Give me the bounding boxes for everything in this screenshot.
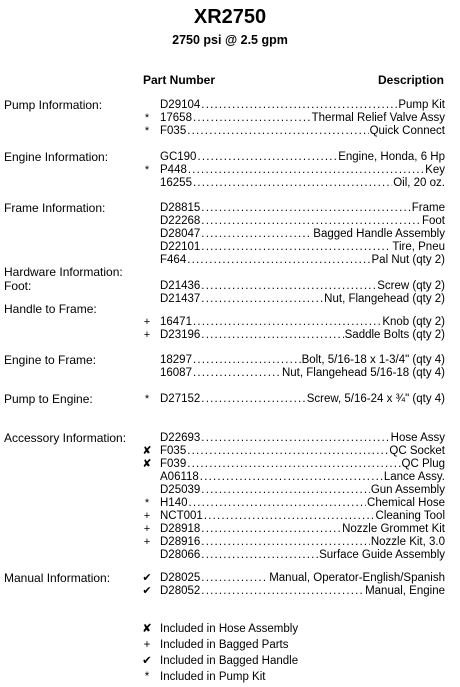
part-description: Saddle Bolts (qty 2): [344, 329, 445, 341]
part-description: Nut, Flangehead (qty 2): [324, 293, 445, 305]
marker-symbol: +: [143, 536, 151, 548]
leader-dots: [201, 98, 397, 112]
part-description: Cleaning Tool: [375, 510, 445, 522]
section-label: Engine Information:: [4, 150, 109, 164]
part-number: D28047: [160, 228, 201, 240]
part-number: D28916: [160, 536, 201, 548]
section-label: Foot:: [4, 279, 32, 293]
part-number: A06118: [160, 471, 199, 483]
legend-text: Included in Hose Assembly: [160, 623, 299, 635]
leader-dots: [193, 176, 392, 190]
part-description: Chemical Hose: [367, 497, 445, 509]
part-number: GC190: [160, 151, 197, 163]
part-number: D21436: [160, 280, 201, 292]
marker-symbol: +: [143, 510, 151, 522]
part-number: F464: [160, 254, 187, 266]
leader-dots: [201, 584, 364, 598]
part-row: [0, 214, 460, 228]
leader-dots: [187, 253, 370, 267]
marker-symbol: +: [143, 316, 151, 328]
part-description: Hose Assy: [390, 432, 445, 444]
marker-symbol: ✘: [142, 445, 152, 457]
part-number-header: Part Number: [143, 73, 216, 87]
leader-dots: [201, 279, 376, 293]
legend-item: [0, 654, 460, 669]
part-number: D28052: [160, 585, 201, 597]
part-description: Pump Kit: [398, 99, 445, 111]
part-number: 16087: [160, 367, 192, 379]
part-row: [0, 201, 460, 215]
part-description: Surface Guide Assembly: [319, 549, 445, 561]
part-number: P448: [160, 164, 187, 176]
leader-dots: [201, 571, 268, 585]
part-description: Manual, Operator-English/Spanish: [269, 572, 445, 584]
leader-dots: [201, 201, 410, 215]
part-number: F035: [160, 125, 187, 137]
part-row: [0, 328, 460, 342]
marker-symbol: +: [143, 523, 151, 535]
part-number: F039: [160, 458, 187, 470]
part-description: Lance Assy.: [383, 471, 445, 483]
section-label: Engine to Frame:: [4, 353, 97, 367]
part-description: Nozzle Grommet Kit: [342, 523, 445, 535]
part-description: Oil, 20 oz.: [393, 177, 445, 189]
part-number: D22101: [160, 241, 201, 253]
legend-text: Included in Bagged Handle: [160, 655, 299, 667]
part-description: Screw, 5/16-24 x ¾" (qty 4): [306, 393, 445, 405]
leader-dots: [201, 214, 421, 228]
part-number: 16255: [160, 177, 192, 189]
part-description: Nozzle Kit, 3.0: [370, 536, 445, 548]
marker-symbol: *: [144, 497, 150, 509]
part-description: Foot: [421, 215, 445, 227]
part-row: [0, 366, 460, 380]
part-description: Quick Connect: [369, 125, 445, 137]
leader-dots: [201, 292, 323, 306]
leader-dots: [201, 328, 343, 342]
section-label: Pump Information:: [4, 98, 103, 112]
leader-dots: [201, 535, 370, 549]
part-row: [0, 483, 460, 497]
section-label: Handle to Frame:: [4, 302, 97, 316]
leader-dots: [193, 315, 381, 329]
section-label: Hardware Information:: [4, 265, 123, 279]
part-description: QC Plug: [401, 458, 445, 470]
part-description: Bolt, 5/16-18 x 1-3/4" (qty 4): [301, 354, 445, 366]
section-label: Manual Information:: [4, 571, 111, 585]
part-number: D22693: [160, 432, 201, 444]
part-row: [0, 124, 460, 138]
part-row: [0, 496, 460, 510]
part-number: 18297: [160, 354, 192, 366]
part-row: [0, 279, 460, 293]
leader-dots: [193, 353, 301, 367]
legend-text: Included in Pump Kit: [160, 671, 266, 683]
part-row: [0, 444, 460, 458]
part-row: [0, 163, 460, 177]
leader-dots: [189, 496, 367, 510]
leader-dots: [188, 163, 424, 177]
part-number: D27152: [160, 393, 201, 405]
marker-symbol: +: [143, 329, 151, 341]
leader-dots: [193, 111, 311, 125]
part-description: Thermal Relief Valve Assy: [311, 112, 445, 124]
part-row: [0, 150, 460, 164]
legend-item: [0, 670, 460, 685]
part-row: [0, 315, 460, 329]
section-label: Accessory Information:: [4, 431, 127, 445]
part-description: Gun Assembly: [370, 484, 445, 496]
part-description: Screw (qty 2): [377, 280, 445, 292]
part-row: [0, 522, 460, 536]
part-number: D28918: [160, 523, 201, 535]
part-number: H140: [160, 497, 188, 509]
part-number: D21437: [160, 293, 201, 305]
leader-dots: [201, 240, 391, 254]
part-row: [0, 548, 460, 562]
leader-dots: [187, 444, 388, 458]
part-number: D28025: [160, 572, 201, 584]
leader-dots: [187, 457, 400, 471]
leader-dots: [201, 431, 389, 445]
legend-item: [0, 622, 460, 637]
description-header: Description: [377, 73, 444, 87]
leader-dots: [201, 392, 305, 406]
section-label: Frame Information:: [4, 201, 106, 215]
marker-symbol: *: [144, 112, 150, 124]
part-row: [0, 240, 460, 254]
part-description: Knob (qty 2): [382, 316, 445, 328]
part-number: D29104: [160, 99, 201, 111]
part-number: 17658: [160, 112, 192, 124]
part-row: [0, 584, 460, 598]
leader-dots: [200, 470, 383, 484]
leader-dots: [204, 509, 375, 523]
part-number: D28066: [160, 549, 201, 561]
part-description: Tire, Pneu: [392, 241, 445, 253]
leader-dots: [187, 124, 368, 138]
part-row: [0, 227, 460, 241]
part-description: Frame: [411, 202, 445, 214]
part-row: [0, 509, 460, 523]
part-number: NCT001: [160, 510, 203, 522]
part-description: Engine, Honda, 6 Hp: [338, 151, 445, 163]
part-row: [0, 98, 460, 112]
leader-dots: [201, 227, 312, 241]
part-number: D25039: [160, 484, 201, 496]
marker-symbol: *: [144, 393, 150, 405]
part-row: [0, 392, 460, 406]
asterisk-icon: *: [144, 671, 150, 683]
legend-item: [0, 638, 460, 653]
part-description: QC Socket: [389, 445, 445, 457]
leader-dots: [201, 548, 318, 562]
marker-symbol: *: [144, 125, 150, 137]
checkmark-icon: ✔: [142, 585, 152, 597]
cross-icon: ✘: [142, 623, 152, 635]
part-number: D28815: [160, 202, 201, 214]
part-row: [0, 571, 460, 585]
leader-dots: [193, 366, 281, 380]
part-number: D22268: [160, 215, 201, 227]
marker-symbol: *: [144, 164, 150, 176]
leader-dots: [201, 483, 370, 497]
part-description: Bagged Handle Assembly: [313, 228, 445, 240]
part-number: D23196: [160, 329, 201, 341]
part-description: Manual, Engine: [365, 585, 445, 597]
marker-symbol: ✘: [142, 458, 152, 470]
leader-dots: [197, 150, 337, 164]
part-row: [0, 457, 460, 471]
part-row: [0, 431, 460, 445]
part-row: [0, 535, 460, 549]
part-number: F035: [160, 445, 187, 457]
part-description: Pal Nut (qty 2): [371, 254, 445, 266]
legend-text: Included in Bagged Parts: [160, 639, 289, 651]
checkmark-icon: ✔: [142, 572, 152, 584]
part-number: 16471: [160, 316, 192, 328]
part-row: [0, 353, 460, 367]
checkmark-icon: ✔: [142, 655, 152, 667]
doc-subtitle: 2750 psi @ 2.5 gpm: [172, 33, 288, 47]
part-row: [0, 176, 460, 190]
leader-dots: [201, 522, 341, 536]
part-row: [0, 111, 460, 125]
part-description: Nut, Flangehead 5/16-18 (qty 4): [281, 367, 445, 379]
plus-icon: +: [143, 639, 151, 651]
section-label: Pump to Engine:: [4, 392, 93, 406]
part-row: [0, 470, 460, 484]
doc-title: XR2750: [193, 6, 267, 28]
part-description: Key: [425, 164, 445, 176]
